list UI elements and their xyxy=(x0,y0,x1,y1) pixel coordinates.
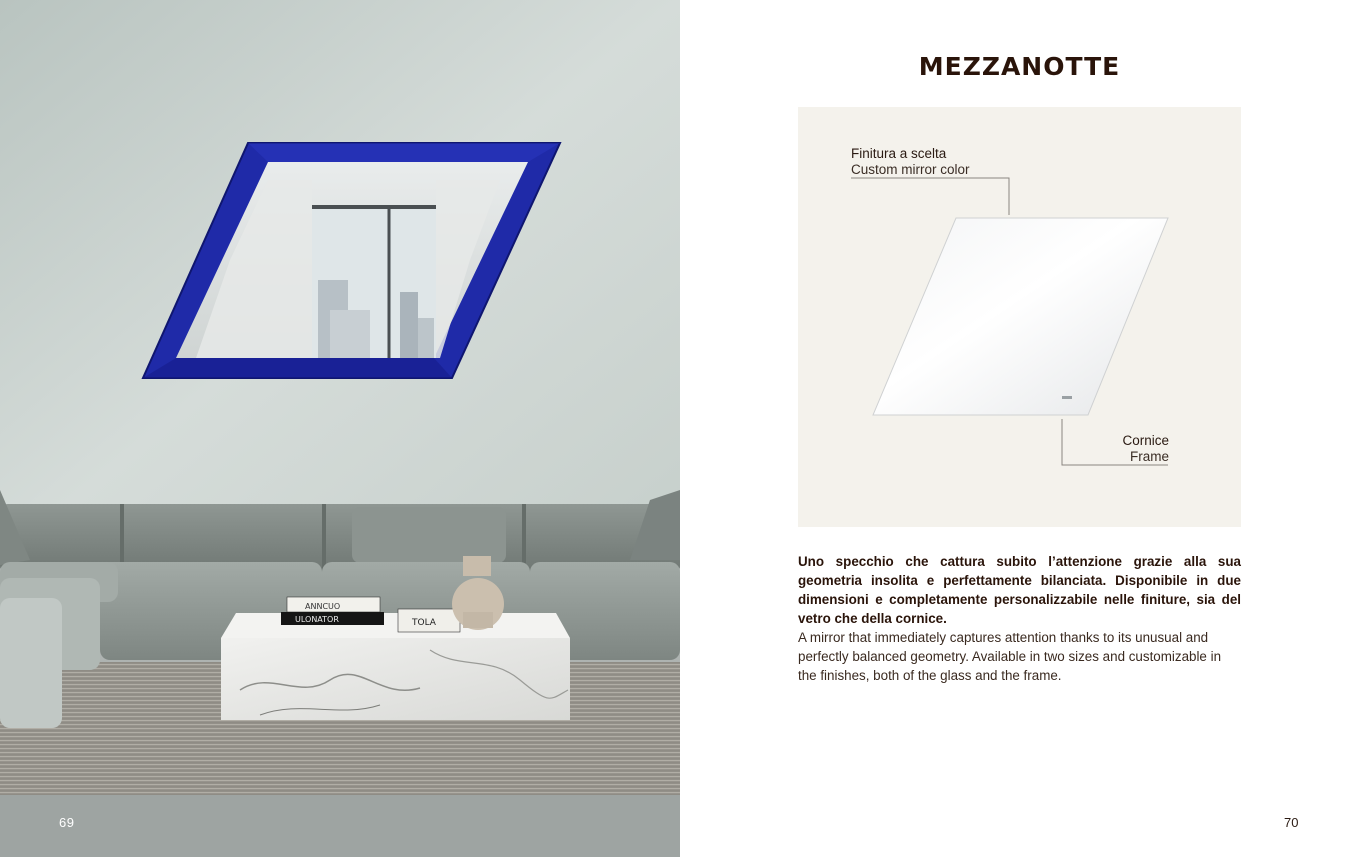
frame-label xyxy=(1122,433,1169,465)
marble-table xyxy=(221,613,570,720)
book-spine-3: TOLA xyxy=(412,618,436,628)
finish-label-en: Custom mirror color xyxy=(851,162,970,177)
finish-label-it: Finitura a scelta xyxy=(851,146,947,161)
description-english: A mirror that immediately captures attention thanks to its unusual and perfectly balanced geometry. Available in two sizes and customizable in the finishes, both of the glass and the frame. xyxy=(798,630,1222,683)
finish-leader-line xyxy=(851,178,1009,215)
finish-label xyxy=(851,146,970,178)
mirror-rhombus xyxy=(873,218,1168,415)
mirror-diagram xyxy=(798,107,1241,527)
page-number-right: 70 xyxy=(1284,815,1299,830)
book-spine-1: ANNCUO xyxy=(305,602,341,611)
description-italian: Uno specchio che cattura subito l’attenzione grazie alla sua geometria insolita e perfettamente bilanciata. Disponibile in due dimensioni e completamente personalizzabile nelle finiture, sia del vetro che della cornice. xyxy=(798,554,1241,626)
book-spine-2: ULONATOR xyxy=(295,615,339,624)
page-number-left: 69 xyxy=(59,815,75,830)
logo-mark-icon xyxy=(1062,396,1072,399)
frame-label-it: Cornice xyxy=(1122,433,1169,448)
product-page xyxy=(680,0,1359,857)
page-title: MEZZANOTTE xyxy=(918,52,1121,81)
frame-label-en: Frame xyxy=(1129,449,1169,464)
